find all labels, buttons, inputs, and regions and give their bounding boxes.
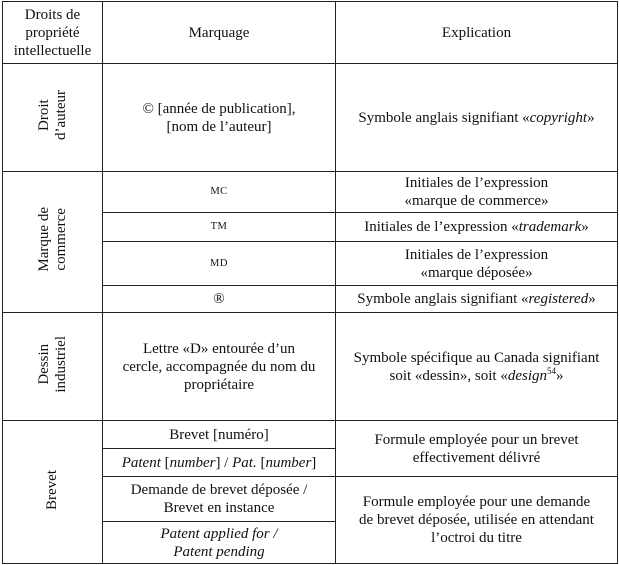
marking-cell: MD (103, 242, 336, 286)
explication-line: Initiales de l’expression (404, 246, 549, 263)
marking-line: cercle, accompagnée du nom du (122, 358, 316, 375)
explication-text: Symbole anglais signifiant « (358, 109, 530, 126)
marking-cell: MC (103, 172, 336, 213)
marking-line: © [année de publication], (142, 100, 296, 117)
explication-line: effectivement délivré (412, 449, 541, 466)
category-label (36, 90, 70, 140)
explication-cell (336, 286, 618, 313)
marking-line: [nom de l’auteur] (166, 118, 272, 135)
row-marque-mc (3, 172, 618, 213)
explication-text: » (556, 367, 564, 384)
explication-cell (336, 64, 618, 172)
ip-marking-table (2, 1, 618, 564)
explication-line: «marque de commerce» (404, 193, 549, 209)
explication-line: Symbole spécifique au Canada signifiant (353, 349, 600, 366)
marking-italic: number (265, 454, 312, 471)
marking-italic: number (169, 454, 216, 471)
marking-line: Patent pending (173, 543, 265, 560)
category-dessin (3, 313, 103, 421)
explication-text: Initiales de l’expression « (364, 219, 519, 235)
marking-line: Demande de brevet déposée / (130, 482, 308, 498)
category-label-line: Marque de (35, 207, 52, 272)
header-droits (3, 2, 103, 64)
row-droit-auteur (3, 64, 618, 172)
explication-line: «marque déposée» (420, 264, 533, 281)
marking-cell (103, 522, 336, 564)
category-label: Brevet (44, 469, 60, 510)
marking-text: ] / (215, 454, 233, 471)
row-dessin (3, 313, 618, 421)
category-label-line: commerce (52, 208, 69, 271)
marking-cell (103, 477, 336, 522)
marking-italic: Pat. (232, 454, 257, 471)
header-row (3, 2, 618, 64)
category-label (36, 336, 70, 393)
header-explication: Explication (336, 2, 618, 64)
marking-cell (103, 64, 336, 172)
explication-cell (336, 172, 618, 213)
explication-italic: trademark (518, 219, 582, 235)
marking-text: [ (256, 454, 266, 471)
explication-italic: copyright (529, 109, 588, 126)
marking-text: ] (311, 454, 317, 471)
explication-line: l’octroi du titre (431, 530, 522, 546)
explication-line: Formule employée pour une demande (362, 494, 591, 510)
explication-text: » (588, 291, 596, 307)
marking-line: Patent applied for / (160, 525, 278, 542)
explication-cell (336, 242, 618, 286)
marking-line: propriétaire (184, 376, 254, 393)
explication-cell (336, 421, 618, 477)
marking-line: Brevet en instance (163, 500, 275, 516)
explication-text: Symbole anglais signifiant « (357, 291, 529, 307)
marking-text: [ (160, 454, 170, 471)
category-label-line: d’auteur (52, 90, 69, 140)
explication-line: Formule employée pour un brevet (374, 431, 579, 448)
footnote-ref: 54 (547, 365, 557, 376)
explication-italic: registered (528, 291, 589, 307)
category-label-line: industriel (52, 335, 69, 393)
explication-text: » (581, 219, 589, 235)
category-label (36, 207, 70, 272)
category-label-line: Droit (35, 99, 52, 131)
header-marquage: Marquage (103, 2, 336, 64)
header-droits-line: propriété (25, 24, 80, 41)
category-brevet (3, 421, 103, 564)
category-droit-auteur (3, 64, 103, 172)
explication-cell (336, 213, 618, 242)
explication-cell (336, 477, 618, 564)
explication-cell (336, 313, 618, 421)
marking-italic: Patent (121, 454, 161, 471)
marking-cell (103, 449, 336, 477)
marking-cell: ® (103, 286, 336, 313)
explication-line: Initiales de l’expression (404, 175, 549, 191)
explication-text: soit «dessin», soit « (389, 367, 508, 384)
explication-italic: design (507, 367, 548, 384)
marking-cell: Brevet [numéro] (103, 421, 336, 449)
header-droits-line: Droits de (24, 6, 81, 23)
header-droits-line: intellectuelle (13, 42, 92, 59)
row-brevet-1 (3, 421, 618, 449)
explication-line: de brevet déposée, utilisée en attendant (359, 512, 594, 528)
explication-text: » (587, 109, 595, 126)
category-marque (3, 172, 103, 313)
marking-cell: TM (103, 213, 336, 242)
marking-cell (103, 313, 336, 421)
category-label-line: Dessin (35, 343, 52, 385)
marking-line: Lettre «D» entourée d’un (142, 340, 296, 357)
